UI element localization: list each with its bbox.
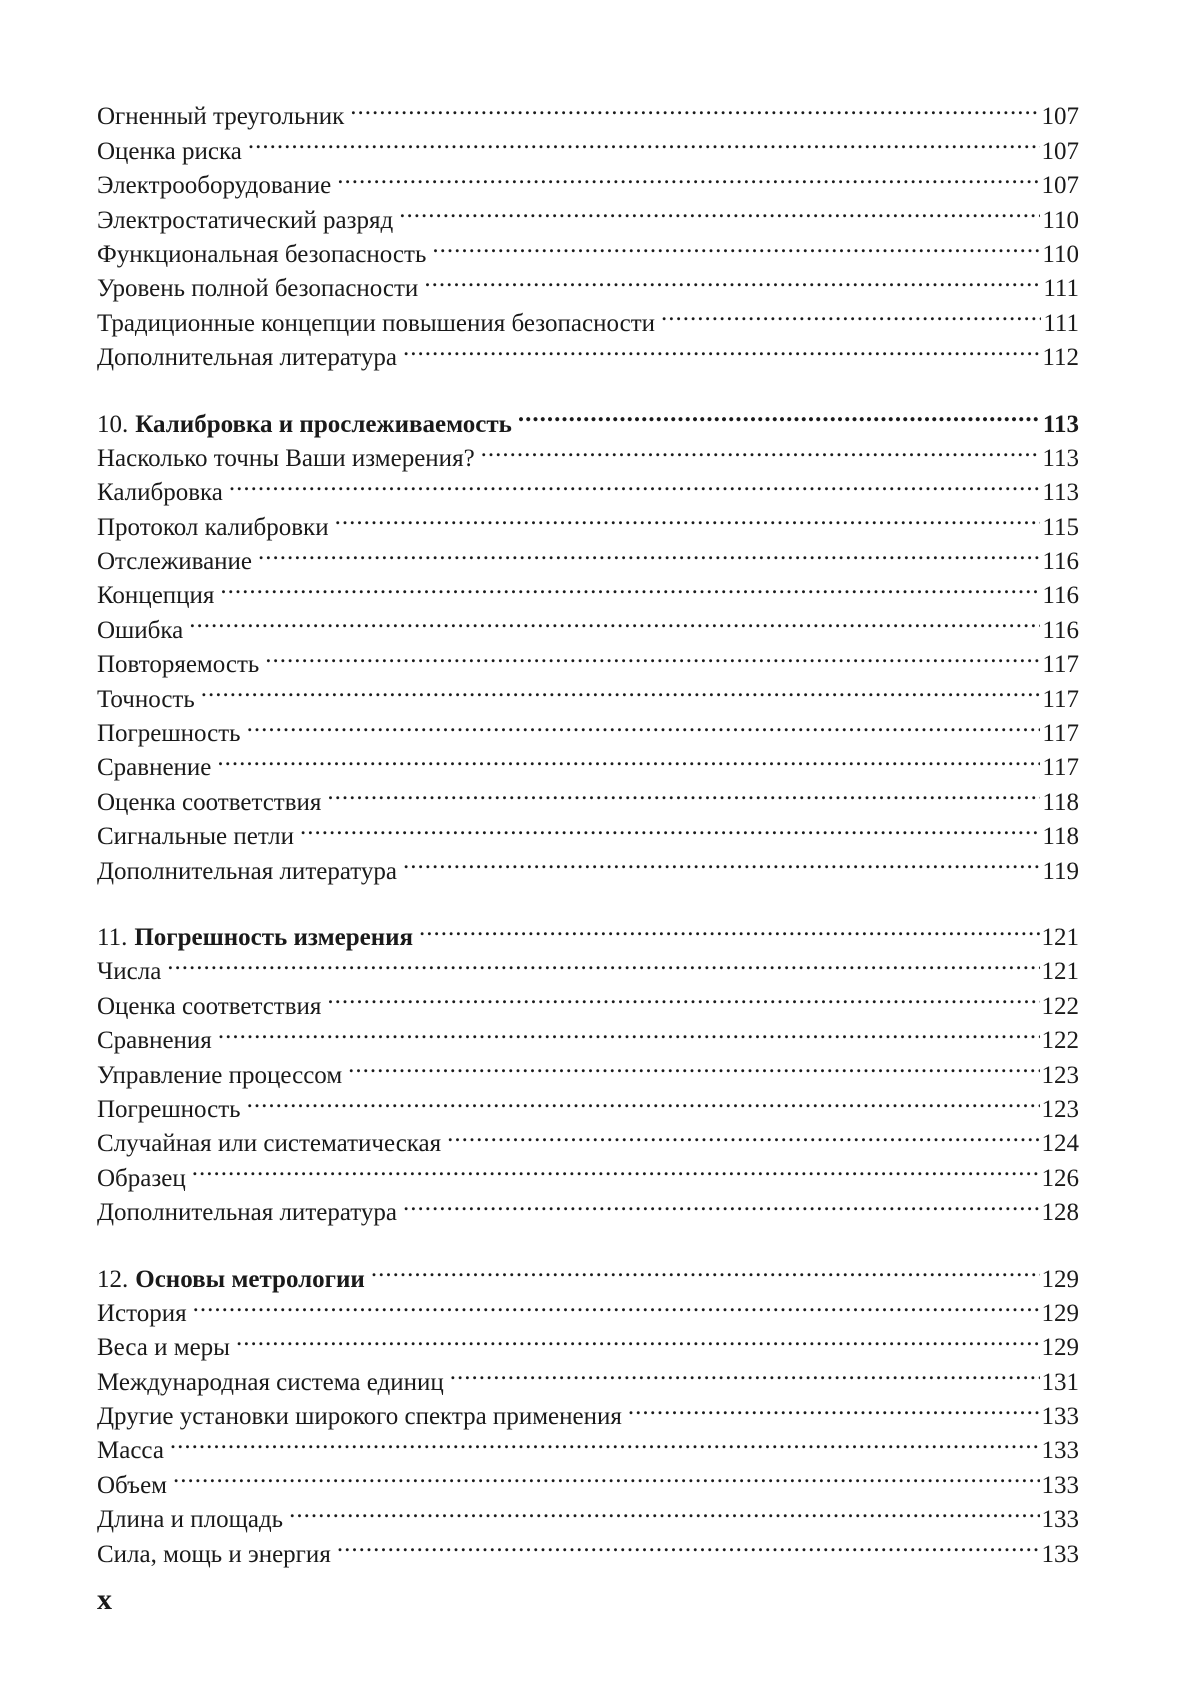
chapter-number: 11.	[97, 924, 127, 951]
toc-entry[interactable]	[97, 979, 1079, 1013]
toc-entry-page: 129	[1042, 1331, 1080, 1365]
toc-entry-title: Оценка соответствия	[97, 990, 321, 1024]
toc-entry-page: 129	[1042, 1297, 1080, 1331]
toc-entry-title: Повторяемость	[97, 648, 259, 682]
toc-entry[interactable]	[97, 1117, 1079, 1151]
toc-entry-page: 107	[1042, 135, 1080, 169]
toc-entry[interactable]	[97, 1321, 1079, 1355]
dot-leader	[432, 228, 1040, 262]
toc-entry-page: 113	[1042, 476, 1079, 510]
toc-entry-page: 117	[1042, 683, 1079, 717]
toc-entry-page: 122	[1042, 1024, 1080, 1058]
toc-entry-page: 124	[1042, 1127, 1080, 1161]
toc-entry-page: 118	[1042, 820, 1079, 854]
toc-entry-page: 117	[1042, 648, 1079, 682]
toc-section-chapter-10	[97, 397, 1079, 878]
toc-entry-title: Функциональная безопасность	[97, 238, 426, 272]
toc-entry-page: 110	[1042, 238, 1079, 272]
toc-entry-title: Международная система единиц	[97, 1366, 444, 1400]
toc-entry-page: 123	[1042, 1059, 1080, 1093]
toc-entry-page: 123	[1042, 1093, 1080, 1127]
toc-chapter-title	[97, 408, 512, 442]
dot-leader	[193, 1287, 1040, 1321]
toc-chapter-page: 129	[1042, 1263, 1080, 1297]
toc-entry[interactable]	[97, 500, 1079, 534]
toc-entry-page: 111	[1043, 307, 1079, 341]
toc-entry-page: 111	[1043, 272, 1079, 306]
toc-entry[interactable]	[97, 741, 1079, 775]
toc-entry-page: 133	[1042, 1538, 1080, 1572]
dot-leader	[337, 159, 1039, 193]
dot-leader	[248, 124, 1040, 158]
dot-leader	[350, 90, 1039, 124]
dot-leader	[327, 775, 1040, 809]
dot-leader	[218, 1014, 1040, 1048]
toc-entry-page: 133	[1042, 1503, 1080, 1537]
toc-entry[interactable]	[97, 1048, 1079, 1082]
toc-entry-title: Дополнительная литература	[97, 1196, 397, 1230]
toc-entry-title: Традиционные концепции повышения безопасности	[97, 307, 655, 341]
dot-leader	[403, 844, 1040, 878]
toc-entry-page: 116	[1042, 614, 1079, 648]
toc-entry-page: 121	[1042, 955, 1080, 989]
toc-entry-title: Числа	[97, 955, 161, 989]
table-of-contents	[97, 90, 1079, 1562]
toc-entry-page: 113	[1042, 442, 1079, 476]
chapter-title: Калибровка и прослеживаемость	[135, 411, 512, 438]
toc-entry[interactable]	[97, 775, 1079, 809]
toc-chapter-heading[interactable]	[97, 397, 1079, 431]
toc-entry-title: Калибровка	[97, 476, 223, 510]
toc-entry[interactable]	[97, 1493, 1079, 1527]
toc-entry-title: Масса	[97, 1434, 164, 1468]
dot-leader	[481, 432, 1041, 466]
dot-leader	[335, 500, 1041, 534]
dot-leader	[300, 810, 1040, 844]
toc-entry-title: Отслеживание	[97, 545, 252, 579]
toc-entry-page: 117	[1042, 751, 1079, 785]
toc-entry[interactable]	[97, 466, 1079, 500]
dot-leader	[518, 397, 1041, 431]
toc-entry-title: Погрешность	[97, 717, 241, 751]
toc-entry[interactable]	[97, 603, 1079, 637]
dot-leader	[217, 741, 1040, 775]
toc-entry-page: 133	[1042, 1469, 1080, 1503]
toc-entry-page: 133	[1042, 1400, 1080, 1434]
dot-leader	[419, 911, 1039, 945]
dot-leader	[220, 569, 1040, 603]
toc-entry-page: 107	[1042, 169, 1080, 203]
dot-leader	[403, 331, 1040, 365]
toc-entry-title: Протокол калибровки	[97, 511, 329, 545]
dot-leader	[167, 945, 1039, 979]
dot-leader	[247, 707, 1041, 741]
page-number: x	[97, 1583, 112, 1617]
toc-entry-title: Оценка риска	[97, 135, 242, 169]
dot-leader	[247, 1083, 1040, 1117]
toc-chapter-page: 113	[1043, 408, 1079, 442]
toc-entry-title: Насколько точны Ваши измерения?	[97, 442, 475, 476]
dot-leader	[371, 1252, 1040, 1286]
toc-entry[interactable]	[97, 1424, 1079, 1458]
toc-entry[interactable]	[97, 672, 1079, 706]
dot-leader	[258, 535, 1040, 569]
toc-section-chapter-11	[97, 911, 1079, 1221]
toc-entry-title: Огненный треугольник	[97, 100, 344, 134]
chapter-title: Основы метрологии	[135, 1266, 365, 1293]
toc-entry-page: 126	[1042, 1162, 1080, 1196]
toc-entry-title: Погрешность	[97, 1093, 241, 1127]
dot-leader	[337, 1527, 1040, 1561]
toc-entry-title: Сигнальные петли	[97, 820, 294, 854]
toc-entry[interactable]	[97, 707, 1079, 741]
toc-entry-title: Объем	[97, 1469, 167, 1503]
chapter-number: 12.	[97, 1266, 128, 1293]
dot-leader	[661, 296, 1041, 330]
dot-leader	[628, 1390, 1040, 1424]
toc-entry-page: 107	[1042, 100, 1080, 134]
dot-leader	[170, 1424, 1040, 1458]
dot-leader	[189, 603, 1040, 637]
toc-entry-title: Дополнительная литература	[97, 341, 397, 375]
toc-chapter-page: 121	[1042, 921, 1080, 955]
toc-entry-page: 116	[1042, 545, 1079, 579]
toc-chapter-heading[interactable]	[97, 911, 1079, 945]
toc-entry-title: Случайная или систематическая	[97, 1127, 441, 1161]
toc-entry-title: История	[97, 1297, 187, 1331]
toc-entry[interactable]	[97, 90, 1079, 124]
dot-leader	[403, 1186, 1040, 1220]
toc-entry-title: Веса и меры	[97, 1331, 230, 1365]
dot-leader	[173, 1458, 1040, 1492]
dot-leader	[229, 466, 1041, 500]
toc-entry-page: 117	[1042, 717, 1079, 751]
toc-entry-page: 115	[1042, 511, 1079, 545]
toc-entry[interactable]	[97, 1151, 1079, 1185]
toc-entry-title: Управление процессом	[97, 1059, 342, 1093]
toc-entry-title: Образец	[97, 1162, 186, 1196]
toc-entry-page: 110	[1042, 204, 1079, 238]
toc-entry-title: Ошибка	[97, 614, 183, 648]
dot-leader	[192, 1151, 1040, 1185]
toc-entry-title: Уровень полной безопасности	[97, 272, 418, 306]
toc-entry[interactable]	[97, 569, 1079, 603]
toc-entry-title: Оценка соответствия	[97, 786, 321, 820]
dot-leader	[348, 1048, 1039, 1082]
toc-entry-title: Электрооборудование	[97, 169, 331, 203]
dot-leader	[327, 979, 1039, 1013]
chapter-title: Погрешность измерения	[134, 924, 413, 951]
toc-section-chapter-12	[97, 1252, 1079, 1562]
toc-entry-title: Концепция	[97, 579, 214, 613]
toc-entry[interactable]	[97, 1355, 1079, 1389]
dot-leader	[236, 1321, 1040, 1355]
dot-leader	[201, 672, 1041, 706]
toc-entry-page: 118	[1042, 786, 1079, 820]
toc-entry[interactable]	[97, 1014, 1079, 1048]
dot-leader	[289, 1493, 1039, 1527]
toc-entry-title: Сравнения	[97, 1024, 212, 1058]
toc-entry[interactable]	[97, 1287, 1079, 1321]
toc-section-continued	[97, 90, 1079, 365]
toc-entry-page: 122	[1042, 990, 1080, 1024]
toc-entry-title: Другие установки широкого спектра применения	[97, 1400, 622, 1434]
toc-entry[interactable]	[97, 1186, 1079, 1220]
toc-entry-page: 116	[1042, 579, 1079, 613]
dot-leader	[447, 1117, 1039, 1151]
toc-entry-page: 119	[1042, 855, 1079, 889]
toc-entry-title: Сравнение	[97, 751, 211, 785]
toc-entry-title: Длина и площадь	[97, 1503, 283, 1537]
dot-leader	[424, 262, 1041, 296]
toc-entry-title: Сила, мощь и энергия	[97, 1538, 331, 1572]
toc-entry-page: 131	[1042, 1366, 1080, 1400]
toc-entry[interactable]	[97, 159, 1079, 193]
dot-leader	[399, 193, 1040, 227]
toc-entry[interactable]	[97, 638, 1079, 672]
toc-entry-page: 112	[1042, 341, 1079, 375]
toc-entry-page: 133	[1042, 1434, 1080, 1468]
dot-leader	[450, 1355, 1040, 1389]
toc-entry[interactable]	[97, 1458, 1079, 1492]
toc-entry-title: Точность	[97, 683, 195, 717]
dot-leader	[265, 638, 1040, 672]
toc-entry[interactable]	[97, 945, 1079, 979]
toc-chapter-heading[interactable]	[97, 1252, 1079, 1286]
toc-entry-page: 128	[1042, 1196, 1080, 1230]
chapter-number: 10.	[97, 411, 128, 438]
toc-entry-title: Дополнительная литература	[97, 855, 397, 889]
toc-entry-title: Электростатический разряд	[97, 204, 393, 238]
